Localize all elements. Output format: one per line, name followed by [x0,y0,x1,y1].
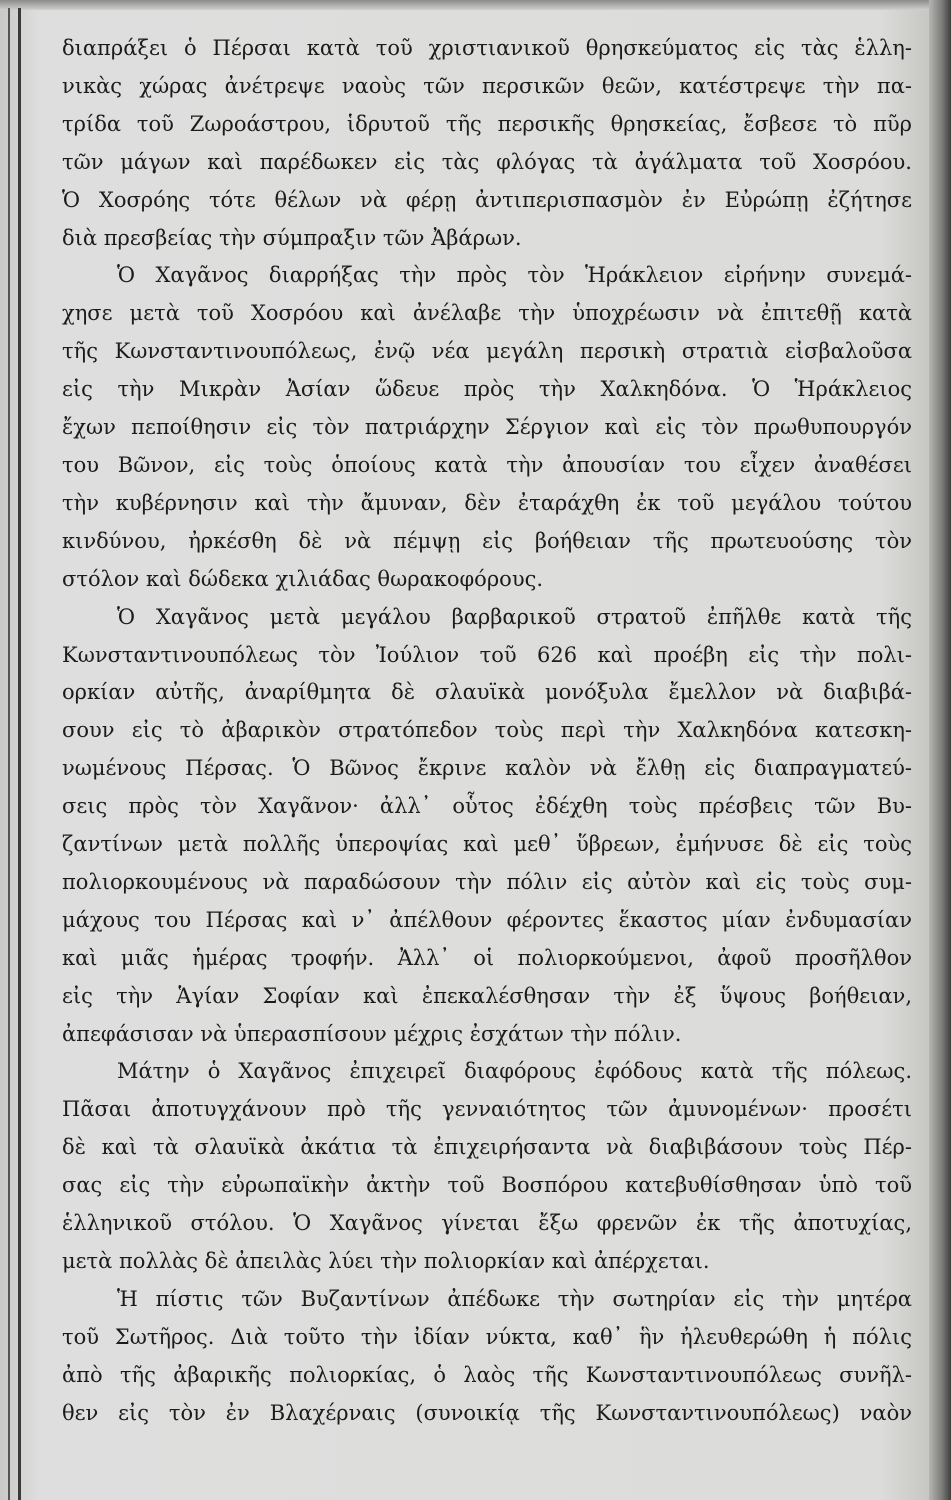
text-line: τοῦ Σωτῆρος. Διὰ τοῦτο τὴν ἰδίαν νύκτα, καθ᾽ ἣν ἠλευθερώθη ἡ πόλις [62,1324,912,1349]
text-line: Ἡ πίστις τῶν Βυζαντίνων ἀπέδωκε τὴν σωτηρίαν εἰς τὴν μητέρα [117,1286,912,1311]
text-line: του Βῶνον, εἰς τοὺς ὁποίους κατὰ τὴν ἀπουσίαν του εἶχεν ἀναθέσει [62,452,912,477]
text-line: μετὰ πολλὰς δὲ ἀπειλὰς λύει τὴν πολιορκίαν καὶ ἀπέρχεται. [62,1249,710,1273]
text-line: Μάτην ὁ Χαγᾶνος ἐπιχειρεῖ διαφόρους ἐφόδους κατὰ τῆς πόλεως. [117,1059,912,1084]
text-line: ἔχων πεποίθησιν εἰς τὸν πατριάρχην Σέργιον καὶ εἰς τὸν πρωθυπουργόν [62,415,912,440]
text-line: καὶ μιᾶς ἡμέρας τροφήν. Ἀλλ᾽ οἱ πολιορκούμενοι, ἀφοῦ προσῆλθον [62,945,912,970]
text-line: ἀπὸ τῆς ἀβαρικῆς πολιορκίας, ὁ λαὸς τῆς Κωνσταντινουπόλεως συνῆλ- [62,1362,912,1387]
text-line: Ὁ Χαγᾶνος μετὰ μεγάλου βαρβαρικοῦ στρατοῦ ἐπῆλθε κατὰ τῆς [117,604,912,629]
text-line: τῆς Κωνσταντινουπόλεως, ἐνῷ νέα μεγάλη περσικὴ στρατιὰ εἰσβαλοῦσα [62,339,912,364]
text-line: μάχους του Πέρσας καὶ ν᾽ ἀπέλθουν φέροντες ἕκαστος μίαν ἐνδυμασίαν [62,907,912,932]
text-line: τῶν μάγων καὶ παρέδωκεν εἰς τὰς φλόγας τὰ ἀγάλματα τοῦ Χοσρόου. [62,149,912,174]
body-text [62,30,912,1433]
text-line: θεν εἰς τὸν ἐν Βλαχέρναις (συνοικίᾳ τῆς Κωνσταντινουπόλεως) ναὸν [62,1400,912,1425]
text-line: σουν εἰς τὸ ἀβαρικὸν στρατόπεδον τοὺς περὶ τὴν Χαλκηδόνα κατεσκη- [62,718,912,743]
text-line: ἀπεφάσισαν νὰ ὑπερασπίσουν μέχρις ἐσχάτων τὴν πόλιν. [62,1021,682,1046]
text-line: νωμένους Πέρσας. Ὁ Βῶνος ἔκρινε καλὸν νὰ ἔλθῃ εἰς διαπραγματεύ- [62,756,912,781]
text-line: ζαντίνων μετὰ πολλῆς ὑπεροψίας καὶ μεθ᾽ ὕβρεων, ἐμήνυσε δὲ εἰς τοὺς [62,832,912,857]
text-line: Ὁ Χοσρόης τότε θέλων νὰ φέρῃ ἀντιπερισπασμὸν ἐν Εὐρώπῃ ἐζήτησε [62,187,912,212]
text-line: σεις πρὸς τὸν Χαγᾶνον· ἀλλ᾽ οὗτος ἐδέχθη τοὺς πρέσβεις τῶν Βυ- [62,794,912,819]
text-line: σας εἰς τὴν εὐρωπαϊκὴν ἀκτὴν τοῦ Βοσπόρου κατεβυθίσθησαν ὑπὸ τοῦ [62,1173,912,1198]
text-line: διαπράξει ὁ Πέρσαι κατὰ τοῦ χριστιανικοῦ θρησκεύματος εἰς τὰς ἑλλη- [62,36,912,60]
text-line: τρίδα τοῦ Ζωροάστρου, ἱδρυτοῦ τῆς περσικῆς θρησκείας, ἔσβεσε τὸ πῦρ [62,111,912,136]
text-line: χησε μετὰ τοῦ Χοσρόου καὶ ἀνέλαβε τὴν ὑποχρέωσιν νὰ ἐπιτεθῇ κατὰ [62,301,912,326]
text-line: τὴν κυβέρνησιν καὶ τὴν ἄμυναν, δὲν ἐταράχθη ἐκ τοῦ μεγάλου τούτου [62,490,912,515]
text-line: δὲ καὶ τὰ σλαυϊκὰ ἀκάτια τὰ ἐπιχειρήσαντα νὰ διαβιβάσουν τοὺς Πέρ- [62,1135,912,1160]
page-top-edge [0,0,951,10]
text-line: πολιορκουμένους νὰ παραδώσουν τὴν πόλιν εἰς αὐτὸν καὶ εἰς τοὺς συμ- [62,869,912,894]
text-line: Κωνσταντινουπόλεως τὸν Ἰούλιον τοῦ 626 καὶ προέβη εἰς τὴν πολι- [62,642,912,667]
text-line: ἑλληνικοῦ στόλου. Ὁ Χαγᾶνος γίνεται ἔξω φρενῶν ἐκ τῆς ἀποτυχίας, [62,1211,912,1236]
text-line: στόλον καὶ δώδεκα χιλιάδας θωρακοφόρους. [62,566,544,591]
text-line: ορκίαν αὐτῆς, ἀναρίθμητα δὲ σλαυϊκὰ μονόξυλα ἔμελλον νὰ διαβιβά- [62,680,912,705]
text-line: κινδύνου, ἠρκέσθη δὲ νὰ πέμψῃ εἰς βοήθειαν τῆς πρωτευούσης τὸν [62,528,912,553]
binding-edge-outer [8,8,10,1500]
binding-edge [18,8,21,1500]
page-right-edge [929,0,951,1500]
text-line: διὰ πρεσβείας τὴν σύμπραξιν τῶν Ἀβάρων. [62,225,522,250]
text-line: Ὁ Χαγᾶνος διαρρήξας τὴν πρὸς τὸν Ἡράκλειον εἰρήνην συνεμά- [117,263,912,288]
text-line: εἰς τὴν Μικρὰν Ἀσίαν ὥδευε πρὸς τὴν Χαλκηδόνα. Ὁ Ἡράκλειος [62,377,912,402]
text-line: εἰς τὴν Ἁγίαν Σοφίαν καὶ ἐπεκαλέσθησαν τὴν ἐξ ὕψους βοήθειαν, [62,983,912,1008]
text-line: Πᾶσαι ἀποτυγχάνουν πρὸ τῆς γενναιότητος τῶν ἀμυνομένων· προσέτι [62,1097,912,1122]
text-line: νικὰς χώρας ἀνέτρεψε ναοὺς τῶν περσικῶν θεῶν, κατέστρεψε τὴν πα- [62,73,912,98]
